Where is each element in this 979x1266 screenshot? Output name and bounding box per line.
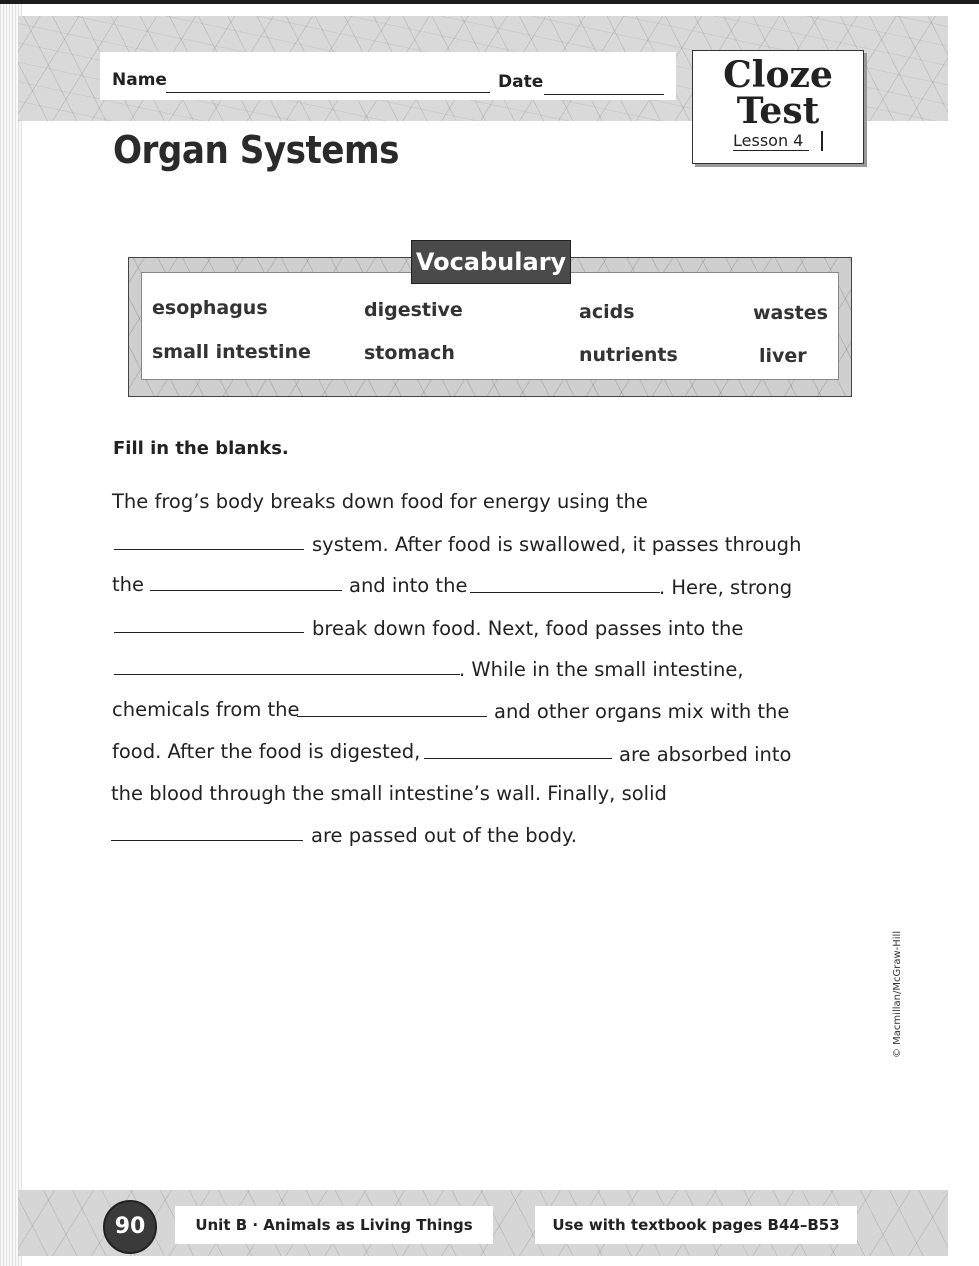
passage-line: The frog’s body breaks down food for energy using the bbox=[112, 490, 648, 513]
vocab-word: esophagus bbox=[152, 297, 268, 319]
blank-4[interactable] bbox=[114, 632, 304, 633]
vocab-word: stomach bbox=[364, 342, 455, 364]
lesson-bar bbox=[821, 131, 823, 151]
blank-1[interactable] bbox=[114, 549, 304, 550]
passage-line: and into the bbox=[349, 574, 468, 597]
blank-3[interactable] bbox=[470, 592, 660, 593]
vocab-word: wastes bbox=[753, 302, 828, 324]
passage-line: . Here, strong bbox=[659, 576, 793, 599]
passage-line: are passed out of the body. bbox=[311, 824, 577, 847]
instructions: Fill in the blanks. bbox=[113, 438, 289, 459]
vocab-word: acids bbox=[579, 301, 635, 323]
vocab-word: nutrients bbox=[579, 344, 678, 366]
textbook-pages: Use with textbook pages B44–B53 bbox=[535, 1206, 857, 1244]
vocab-word: digestive bbox=[364, 299, 463, 321]
cloze-title-line1: Cloze bbox=[723, 54, 833, 96]
vocab-word: small intestine bbox=[152, 341, 311, 363]
passage-line: break down food. Next, food passes into the bbox=[312, 617, 744, 640]
passage-line: are absorbed into bbox=[619, 743, 792, 766]
vocabulary-heading: Vocabulary bbox=[411, 240, 571, 284]
scan-edge bbox=[0, 0, 22, 1266]
blank-6[interactable] bbox=[297, 716, 487, 717]
passage-line: and other organs mix with the bbox=[494, 700, 790, 723]
passage-line: . While in the small intestine, bbox=[459, 658, 744, 681]
unit-label: Unit B · Animals as Living Things bbox=[175, 1206, 493, 1244]
date-field[interactable] bbox=[544, 94, 664, 95]
passage-line: food. After the food is digested, bbox=[112, 740, 421, 763]
page-number: 90 bbox=[103, 1200, 157, 1254]
cloze-title-line2: Test bbox=[736, 90, 820, 132]
name-date-box bbox=[100, 52, 676, 100]
passage-line: chemicals from the bbox=[112, 698, 300, 721]
cloze-test-title bbox=[693, 54, 863, 132]
vocab-word: liver bbox=[759, 345, 807, 367]
copyright: © Macmillan/McGraw-Hill bbox=[892, 930, 903, 1058]
page-title: Organ Systems bbox=[113, 128, 399, 172]
lesson-label: Lesson 4 bbox=[733, 131, 809, 151]
passage-line: the blood through the small intestine’s wall. Finally, solid bbox=[111, 782, 667, 805]
vocabulary-inner bbox=[141, 272, 839, 380]
scan-top-edge bbox=[0, 0, 979, 4]
name-field[interactable] bbox=[166, 92, 490, 93]
blank-2[interactable] bbox=[150, 590, 342, 591]
date-label: Date bbox=[498, 72, 544, 92]
passage-line: system. After food is swallowed, it passes through bbox=[312, 533, 802, 556]
blank-8[interactable] bbox=[111, 840, 303, 841]
cloze-test-badge bbox=[692, 50, 864, 164]
name-label: Name bbox=[112, 70, 167, 90]
blank-5[interactable] bbox=[114, 674, 460, 675]
blank-7[interactable] bbox=[424, 758, 612, 759]
passage-line: the bbox=[112, 573, 145, 596]
